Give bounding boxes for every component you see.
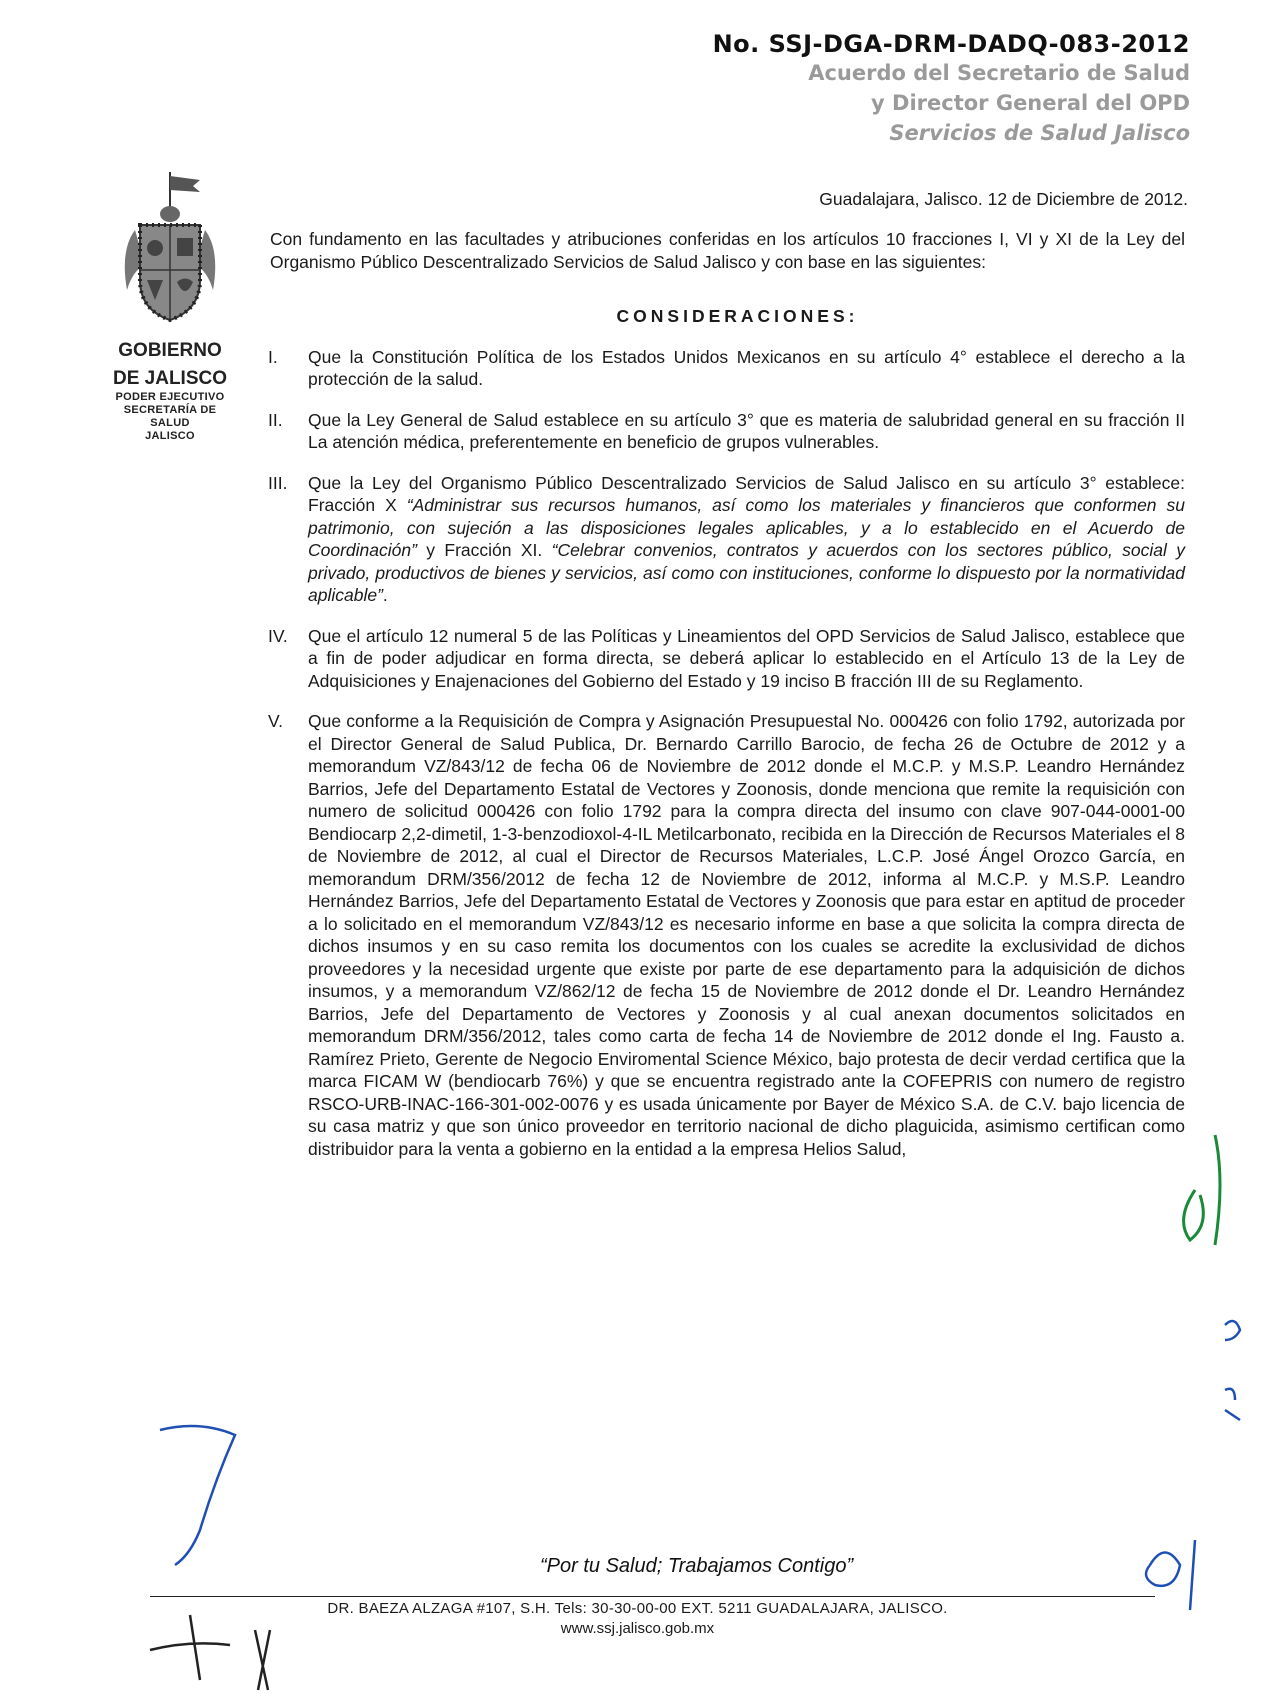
document-subtitle-line-3: Servicios de Salud Jalisco xyxy=(889,121,1190,145)
government-title-line-1: GOBIERNO xyxy=(118,340,222,361)
section-title: CONSIDERACIONES: xyxy=(616,306,859,326)
green-initials-mark xyxy=(1184,1135,1220,1245)
footer-url: www.ssj.jalisco.gob.mx xyxy=(560,1620,715,1637)
item-quote: “Administrar sus recursos humanos, así como los materiales y financieros que conformen su patrimonio, con sujeción a las disposiciones legales aplicables, y a lo establecido en el Acuerdo de Coordinación” xyxy=(308,495,1186,560)
consideration-item xyxy=(270,472,1185,607)
item-text xyxy=(308,472,1185,607)
item-quote: “Celebrar convenios, contratos y acuerdos con los sectores público, social y privado, productivos de bienes y servicios, así como con instituciones, conforme lo dispuesto por la normatividad aplicable” xyxy=(308,540,1186,605)
item-number: I. xyxy=(268,346,278,367)
consideration-item xyxy=(270,346,1185,391)
document-number: No. SSJ-DGA-DRM-DADQ-083-2012 xyxy=(712,30,1190,58)
government-sub-line-1: PODER EJECUTIVO xyxy=(115,391,225,403)
government-sub-line-3: SALUD xyxy=(150,417,190,429)
item-text: Que la Ley General de Salud establece en su artículo 3° que es materia de salubridad general en su fracción II La atención médica, preferentemente en beneficio de grupos vulnerables. xyxy=(308,409,1185,452)
footer-slogan: “Por tu Salud; Trabajamos Contigo” xyxy=(540,1555,854,1577)
document-body xyxy=(270,228,1185,1178)
date-line: Guadalajara, Jalisco. 12 de Diciembre de 2012. xyxy=(819,189,1188,209)
item-text-part: . xyxy=(382,585,388,605)
coat-of-arms-icon xyxy=(115,170,225,335)
consideration-item xyxy=(270,710,1185,1160)
footer-divider xyxy=(150,1596,1155,1597)
consideration-item xyxy=(270,409,1185,454)
document-subtitle-line-1: Acuerdo del Secretario de Salud xyxy=(808,61,1190,85)
blue-signature-mark xyxy=(160,1426,235,1565)
item-number: IV. xyxy=(268,625,288,646)
item-number: II. xyxy=(268,409,283,430)
item-text: Que el artículo 12 numeral 5 de las Políticas y Lineamientos del OPD Servicios de Salud Jalisco, establece que a fin de poder adjudicar en forma directa, se deberá aplicar lo establecido en el Artículo 13 de la Ley de Adquisiciones y Enajenaciones del Gobierno del Estado y 19 inciso B fracción III de su Reglamento. xyxy=(308,625,1185,691)
item-number: III. xyxy=(268,472,288,493)
consideration-item xyxy=(270,625,1185,693)
item-number: V. xyxy=(268,711,283,731)
government-sub-line-4: JALISCO xyxy=(145,430,195,442)
item-text-part: Que la Ley del Organismo Público Descentralizado Servicios de Salud Jalisco en su artículo 3° establece: Fracción X xyxy=(308,472,1185,515)
footer-address: DR. BAEZA ALZAGA #107, S.H. Tels: 30-30-00-00 EXT. 5211 GUADALAJARA, JALISCO. xyxy=(327,1600,948,1617)
intro-paragraph: Con fundamento en las facultades y atribuciones conferidas en los artículos 10 fracciones I, VI y XI de la Ley del Organismo Público Descentralizado Servicios de Salud Jalisco y con base en las siguientes: xyxy=(270,229,1185,272)
government-logo xyxy=(95,170,245,443)
item-text: Que conforme a la Requisición de Compra y Asignación Presupuestal No. 000426 con folio 1792, autorizada por el Director General de Salud Publica, Dr. Bernardo Carrillo Barocio, de fecha 26 de Octubre de 2012 y a memorandum VZ/843/12 de fecha 06 de Noviembre de 2012 donde el M.C.P. y M.S.P. Leandro Hernández Barrios, Jefe del Departamento Estatal de Vectores y Zoonosis, donde menciona que remite la requisición con numero de solicitud 000426 con folio 1792 para la compra directa del insumo con clave 907-044-0001-00 Bendiocarp 2,2-dimetil, 1-3-benzodioxol-4-IL Metilcarbonato, recibida en la Dirección de Recursos Materiales el 8 de Noviembre de 2012, al cual el Director de Recursos Materiales, L.C.P. José Ángel Orozco García, en memorandum DRM/356/2012 de fecha 12 de Noviembre de 2012, informa al M.C.P. y M.S.P. Leandro Hernández Barrios, Jefe del Departamento Estatal de Vectores y Zoonosis que para estar en aptitud de proceder a lo solicitado en el memorandum VZ/843/12 es necesario informe en base a que solicita la compra directa de dichos insumos y en su caso remita los documentos con los cuales se acredite la exclusividad de dichos proveedores y la necesidad urgente que existe por parte de ese departamento para la adquisición de dichos insumos, y a memorandum VZ/862/12 de fecha 15 de Noviembre de 2012 donde el Dr. Leandro Hernández Barrios, Jefe del Departamento de Vectores y Zoonosis y al cual anexan documentos solicitados en memorandum DRM/356/2012, tales como carta de fecha 14 de Noviembre de 2012 donde el Ing. Fausto a. Ramírez Prieto, Gerente de Negocio Enviromental Science México, bajo protesta de decir verdad certifica que la marca FICAM W (bendiocarb 76%) y que se encuentra registrado ante la COFEPRIS con numero de registro RSCO-URB-INAC-166-301-002-0076 y es usada únicamente por Bayer de México S.A. de C.V. bajo licencia de su casa matriz y que son único proveedor en territorio nacional de dicho plaguicida, asimismo certifican como distribuidor para la venta a gobierno en la entidad a la empresa Helios Salud, xyxy=(308,711,1185,1159)
government-title-line-2: DE JALISCO xyxy=(112,368,228,389)
government-sub-line-2: SECRETARÍA DE xyxy=(123,404,217,416)
item-text: Que la Constitución Política de los Estados Unidos Mexicanos en su artículo 4° establece el derecho a la protección de la salud. xyxy=(308,346,1185,389)
document-header xyxy=(713,30,1190,148)
document-subtitle-line-2: y Director General del OPD xyxy=(871,91,1190,115)
item-text-part: y Fracción XI. xyxy=(416,540,552,560)
blue-folio-mark xyxy=(1225,1321,1240,1420)
